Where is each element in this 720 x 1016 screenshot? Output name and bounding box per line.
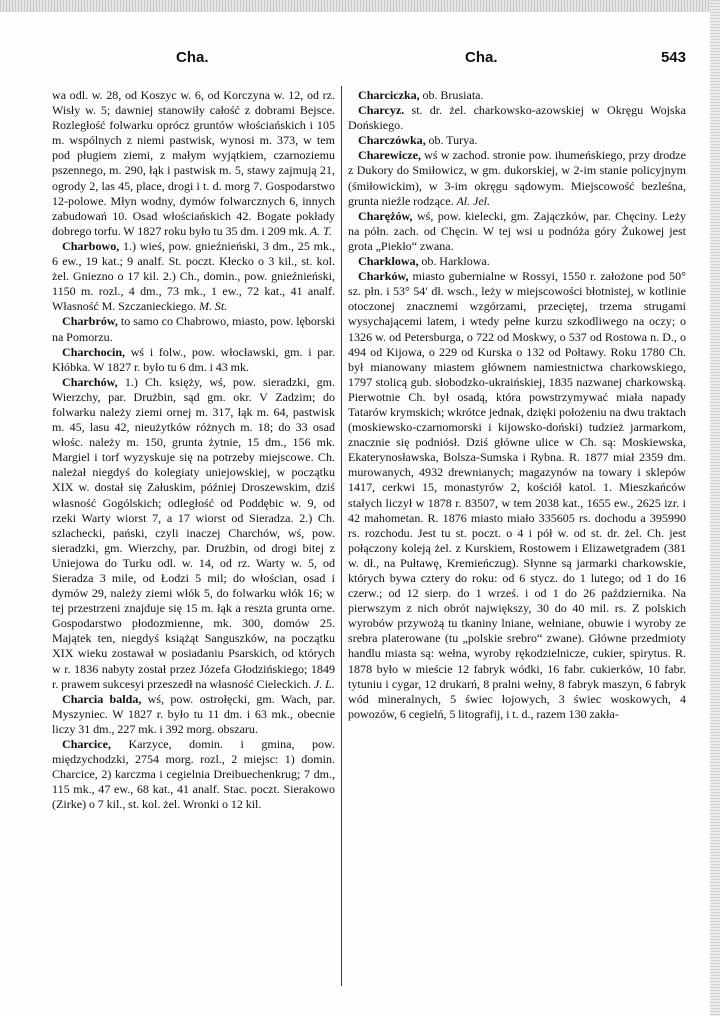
entry-headword: Charciczka, xyxy=(358,88,420,102)
dictionary-entry xyxy=(348,103,686,133)
entry-text: to samo co Chabrowo, miasto, pow. lęborski na Pomorzu. xyxy=(52,314,336,344)
entry-headword: Charewicze, xyxy=(358,148,421,163)
entry-text: Karzyce, domin. i gmina, pow. międzychodzki, 2754 morg. rozl., 2 miejsc: 1) domin. Charcice, 2) karczma i cegielnia Dreibuechenkrug; 7 dm., 115 mk., 47 ew., 68 kat., 41 analf. Stac. poczt. Sierakowo (Zirke) o 7 kil., st. kol. żel. Wronki o 12 kil. xyxy=(52,737,335,812)
scan-edge-right xyxy=(710,0,720,1016)
entry-signature: Al. Jel. xyxy=(456,193,491,208)
running-header xyxy=(46,49,686,71)
entry-text: wś w zachod. stronie pow. ihumeńskiego, przy drodze z Dukory do Smiłowicz, w gm. dukorskiej, w 2-im stanie policyjnym (śmiłowickim), w 3-im okręgu sądowym. Miejscowość bezleśna, grunta nieźle rodzące. xyxy=(348,148,686,208)
dictionary-entry xyxy=(348,88,686,103)
dictionary-entry xyxy=(52,737,335,812)
entry-signature: A. T. xyxy=(309,223,332,238)
entry-headword: Charężów, xyxy=(358,208,413,223)
entry-text: ob. Turya. xyxy=(428,133,478,148)
entry-headword: Charbowo, xyxy=(62,238,120,253)
dictionary-entry xyxy=(52,314,335,344)
dictionary-entry xyxy=(52,345,335,375)
entry-text: ob. Brusiata. xyxy=(422,88,484,102)
entry-signature: J. L. xyxy=(313,676,335,691)
column-divider xyxy=(341,86,342,986)
entry-text: 1.) Ch. księży, wś, pow. sieradzki, gm. Wierzchy, par. Drużbin, sąd gm. okr. V Zadzim; do folwarku należy ziemi ornej m. 317, łąk m. 64, pastwisk m. 45, lasu 42, nieużytków różnych m. 18; do 33 osad włośc. należy m. 150, grunta żytnie, 15 dm., 156 mk. Margiel i torf wyzyskuje się na potrzeby miejscowe. Ch. należał niegdyś do kolegiaty uniejowskiej, w początku XIX w. dostał się Załuskim, później Droszewskim, dziś własność Gogólskich; odległość od Poddębic w. 9, od rzeki Warty wiorst 7, a 17 wiorst od Sieradza. 2.) Ch. szlachecki, pański, czyli inaczej Charchów, wś, pow. sieradzki, gm. Wierzchy, par. Drużbin, od drogi bitej z Uniejowa do Turku odl. w. 14, od rz. Warty w. 5, od Sieradza 3 mile, od Łodzi 5 mil; do włościan, osad i dymów 29, należy ziemi włók 5, do folwarku włók 16; w tej przestrzeni znajduje się 15 m. łąk a reszta grunta orne. Gospodarstwo płodozmienne, mk. 300, domów 25. Majątek ten, niegdyś książąt Sanguszków, na początku XIX wieku zostawał w posiadaniu Psarskich, od których w r. 1836 nabyty został przez Józefa Głodzińskiego; 1849 r. prawem sukcesyi przeszedł na własność Cieleckich. xyxy=(52,374,335,691)
dictionary-entry xyxy=(348,133,686,148)
entry-text: miasto gubernialne w Rossyi, 1550 r. założone pod 50° sz. płn. i 53° 54′ dł. wsch., leży w miejscowości błotnistej, w kotlinie otoczonej znacznemi wzgórzami, przeciętej, trzema strugami wysychającemi latem, i wtedy pełne kurzu szkodliwego na oczy; o 1326 w. od Petersburga, o 722 od Moskwy, o 537 od Rostowa n. D., o 494 od Kijowa, o 229 od Kurska o 132 od Połtawy. Roku 1780 Ch. był mianowany miastem głównem namiestnictwa charkowskiego, 1797 stolicą gub. słobodzko-ukraińskiej, 1835 nazwanej charkowską. Pierwotnie Ch. był osadą, która powstrzymywać miała napady Tatarów krymskich; wkrótce jednak, dzięki położeniu na dwu traktach (moskiewsko-czarnomorski i kijowsko-doński) tudzież jarmarkom, znacznie się podniósł. Dziś główne ulice w Ch. są: Moskiewska, Ekaterynosławska, Bolsza-Sumska i Rybna. R. 1877 miał 2359 dm. murowanych, 4932 drewnianych; magazynów na towary i sklepów 1417, cerkwi 15, monastyrów 2, kościół katol. 1. Mieszkańców stałych liczył w 1878 r. 83507, w tem 2038 kat., 1655 ew., 2625 izr. i 42 mahometan. R. 1876 miasto miało 335605 rs. dochodu a 395990 rs. rozchodu. Jest tu st. poczt. o 4 i pół w. od st. dr. żel. Ch. jest połączony koleją żel. z Kurskiem, Rostowem i Elizawetgradem (381 w. dł., na Pułtawę, Kremieńczug). Słynne są jarmarki charkowskie, których bywa cztery do roku: od 6 stycz. do 1 lutego; od 1 do 16 czerw.; od 12 sierp. do 1 wrześ. i od 1 do 26 październikа. Na pierwszym z nich obrót największy, 30 do 40 mil. rs. Z polskich wyrobów przywożą tu tkaniny lniane, wełniane, obuwie i wyroby ze srebra platerowane (tu „polskie srebro“ zwane). Główne przedmioty handlu miasta są: wełna, wyroby rękodzielnicze, cukier, spirytus. R. 1878 było w mieście 12 fabryk wódki, 16 fabr. cukierków, 10 fabr. tytuniu i cygar, 12 drukarń, 8 pralni wełny, 8 fabryk maszyn, 6 fabryk wód mineralnych, 5 świec łojowych, 3 świec woskowych, 4 powozów, 6 cegielń, 5 litografij, i t. d., razem 130 zakła- xyxy=(348,269,686,721)
entry-headword: Charcia balda, xyxy=(62,691,142,706)
right-column xyxy=(348,88,686,722)
entry-headword: Charchocin, xyxy=(62,344,126,359)
dictionary-entry xyxy=(348,254,686,269)
entry-headword: Charchów, xyxy=(62,374,118,389)
left-column-guide-word: Cha. xyxy=(176,49,209,66)
entry-text: st. dr. żel. charkowsko-azowskiej w Okręgu Wojska Dońskiego. xyxy=(348,103,686,133)
entry-signature: M. St. xyxy=(198,299,228,314)
dictionary-entry xyxy=(348,209,686,254)
entry-text: wś, pow. ostrołęcki, gm. Wach, par. Myszyniec. W 1827 r. było tu 11 dm. i 63 mk., obecnie liczy 31 dm., 227 mk. i 392 morg. obszaru. xyxy=(52,691,335,736)
scan-edge-top xyxy=(0,0,720,12)
dictionary-entry xyxy=(348,148,686,208)
dictionary-entry xyxy=(52,375,335,692)
entry-headword: Charcice, xyxy=(62,737,111,752)
right-column-guide-word: Cha. xyxy=(465,49,498,66)
entry-text: 1.) wieś, pow. gnieźnieński, 3 dm., 25 mk., 6 ew., 19 kat.; 9 analf. St. poczt. Kłecko o 3 kil., st. kol. żel. Gniezno o 17 kil. 2.) Ch., domin., pow. gnieźnieński, 1150 m. rozl., 4 dm., 73 mk., 1 ew., 72 kat., 41 analf. Własność M. Szczanieckiego. xyxy=(52,238,335,314)
dictionary-entry xyxy=(348,269,686,722)
entry-text: ob. Harklowa. xyxy=(421,254,490,269)
entry-headword: Charczówka, xyxy=(358,133,426,148)
dictionary-entry xyxy=(52,88,335,239)
entry-headword: Charbrów, xyxy=(62,314,118,329)
page-number: 543 xyxy=(660,49,686,66)
entry-headword: Charków, xyxy=(358,269,409,284)
entry-text: wś, pow. kielecki, gm. Zajączków, par. Chęciny. Leży na półn. zach. od Chęcin. W tej wsi u podnóża góry Żukowej jest grota „Piekło“ zwana. xyxy=(348,208,687,253)
dictionary-entry xyxy=(52,692,335,737)
entry-text: wa odl. w. 28, od Koszyc w. 6, od Korczyna w. 12, od rz. Wisły w. 5; dawniej stanowiły całość z dobrami Bejsce. Rozległość folwarku oprócz gruntów włościańskich i 105 m. wspólnych z niemi pastwisk, wynosi m. 373, w tem pod pługiem ziemi, z małym wyjątkiem, czarnoziemu pszennego, m. 290, łąk i pastwisk m. 5, stawy zajmują 21, ogrody 2, las 45, place, drogi i t. d. morg 7. Gospodarstwo 12-polowe. Młyn wodny, dymów folwarcznych 6, innych zabudowań 10. Osad włościańskich 42. Bogate pokłady dobrego torfu. W 1827 roku było tu 35 dm. i 209 mk. xyxy=(52,88,335,238)
left-column xyxy=(52,88,335,813)
entry-headword: Charklowa, xyxy=(358,254,419,269)
dictionary-entry xyxy=(52,239,335,314)
entry-text: wś i folw., pow. włocławski, gm. i par. Kłóbka. W 1827 r. było tu 6 dm. i 43 mk. xyxy=(52,344,335,374)
entry-headword: Charcyz. xyxy=(358,103,405,118)
